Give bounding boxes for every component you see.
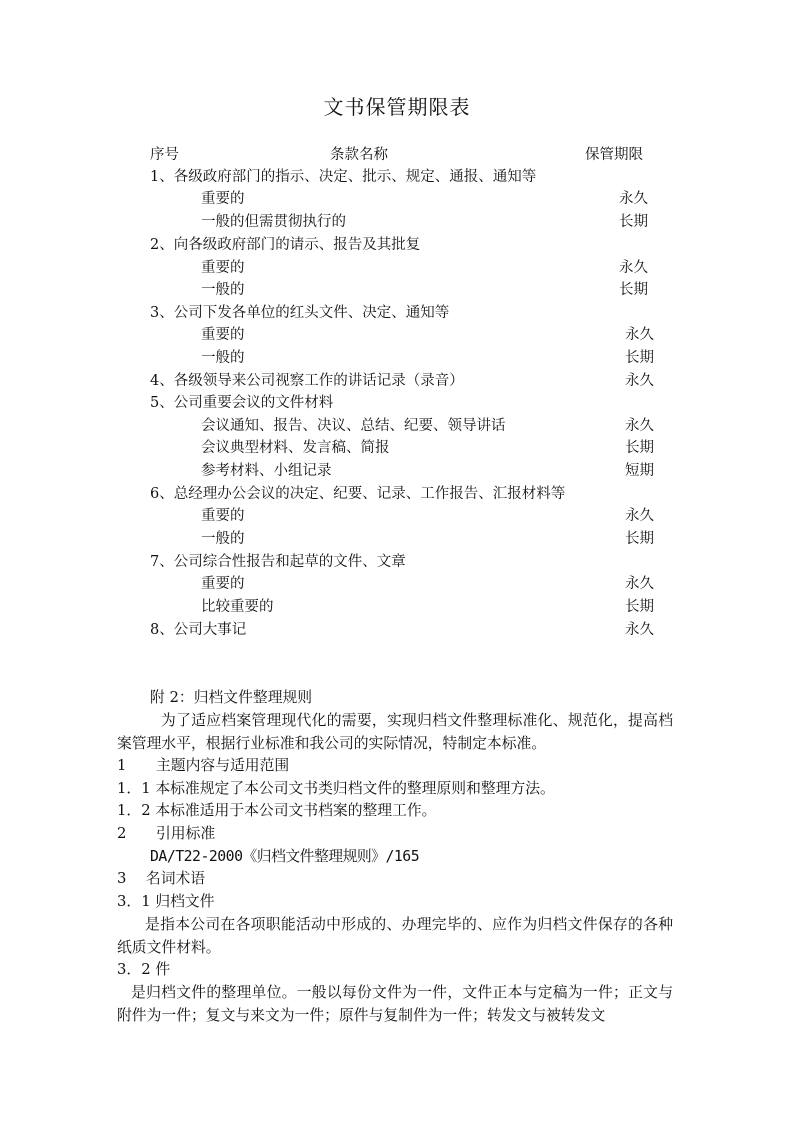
period-value: 永久: [625, 508, 654, 524]
category-row: 3、公司下发各单位的红头文件、决定、通知等: [150, 305, 450, 321]
period-value: 永久: [625, 373, 654, 389]
period-value: 长期: [625, 599, 654, 615]
item-row: 重要的: [201, 508, 245, 524]
category-row: 5、公司重要会议的文件材料: [150, 395, 334, 411]
header-number: 序号: [150, 147, 179, 163]
period-value: 永久: [625, 622, 654, 638]
period-value: 永久: [625, 327, 654, 343]
section-1-heading: 1 主题内容与适用范围: [117, 757, 290, 774]
period-value: 长期: [625, 440, 654, 456]
section-3-1: 3．1 归档文件: [117, 893, 215, 910]
period-value: 长期: [619, 214, 648, 230]
period-value: 长期: [625, 531, 654, 547]
section-3-heading: 3 名词术语: [117, 870, 206, 887]
item-row: 重要的: [201, 260, 245, 276]
category-row: 1、各级政府部门的指示、决定、批示、规定、通报、通知等: [150, 169, 537, 185]
item-row: 一般的: [201, 350, 245, 366]
section-3-2-text: 是归档文件的整理单位。一般以每份文件为一件，文件正本与定稿为一件；正文与附件为一件；复文与来文为一件；原件与复制件为一件；转发文与被转发文: [117, 984, 673, 1024]
header-period: 保管期限: [585, 147, 643, 163]
period-value: 永久: [625, 418, 654, 434]
item-row: 一般的: [201, 531, 245, 547]
section-2-heading: 2 引用标准: [117, 825, 216, 842]
section-1-2: 1．2 本标准适用于本公司文书档案的整理工作。: [117, 802, 437, 819]
item-row: 一般的: [201, 282, 245, 298]
section-2-reference: DA/T22-2000《归档文件整理规则》/165: [150, 848, 420, 865]
category-row: 6、总经理办公会议的决定、纪要、记录、工作报告、汇报材料等: [150, 486, 566, 502]
item-row: 一般的但需贯彻执行的: [201, 214, 346, 230]
item-row: 重要的: [201, 327, 245, 343]
appendix-intro: 为了适应档案管理现代化的需要，实现归档文件整理标准化、规范化，提高档案管理水平，根据行业标准和我公司的实际情况，特制定本标准。: [117, 712, 673, 752]
appendix-heading: 附 2：归档文件整理规则: [150, 689, 313, 706]
item-row: 重要的: [201, 576, 245, 592]
item-row: 会议典型材料、发言稿、简报: [201, 440, 390, 456]
period-value: 永久: [625, 576, 654, 592]
category-row: 7、公司综合性报告和起草的文件、文章: [150, 554, 406, 570]
category-row: 4、各级领导来公司视察工作的讲话记录（录音）: [150, 373, 464, 389]
section-3-1-text: 是指本公司在各项职能活动中形成的、办理完毕的、应作为归档文件保存的各种纸质文件材料。: [117, 916, 673, 956]
period-value: 永久: [619, 260, 648, 276]
item-row: 比较重要的: [201, 599, 274, 615]
period-value: 长期: [625, 350, 654, 366]
item-row: 参考材料、小组记录: [201, 463, 332, 479]
item-row: 会议通知、报告、决议、总结、纪要、领导讲话: [201, 418, 506, 434]
period-value: 短期: [625, 463, 654, 479]
period-value: 长期: [619, 282, 648, 298]
section-3-2: 3．2 件: [117, 961, 171, 978]
header-name: 条款名称: [330, 147, 388, 163]
section-1-1: 1．1 本标准规定了本公司文书类归档文件的整理原则和整理方法。: [117, 780, 555, 797]
category-row: 2、向各级政府部门的请示、报告及其批复: [150, 237, 421, 253]
item-row: 重要的: [201, 191, 245, 207]
category-row: 8、公司大事记: [150, 622, 247, 638]
page-title: 文书保管期限表: [323, 95, 471, 119]
period-value: 永久: [619, 191, 648, 207]
